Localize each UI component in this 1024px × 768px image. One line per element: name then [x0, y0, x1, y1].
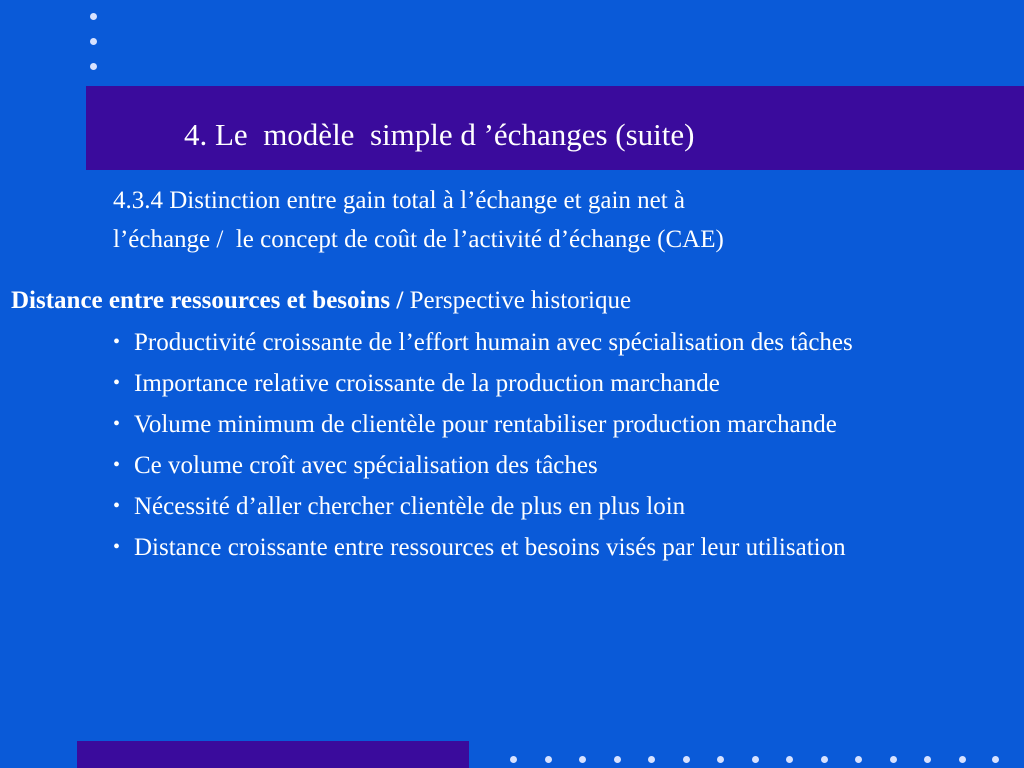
bullet-item — [113, 404, 993, 445]
bullet-icon: • — [113, 536, 121, 558]
decorative-dot — [752, 756, 759, 763]
decorative-dot — [717, 756, 724, 763]
decorative-dot — [890, 756, 897, 763]
bullet-item — [113, 363, 993, 404]
bullet-icon: • — [113, 495, 121, 517]
bullet-item — [113, 486, 993, 527]
bullet-icon: • — [113, 413, 121, 435]
bullet-item — [113, 445, 993, 486]
decorative-dot — [821, 756, 828, 763]
decorative-dot — [90, 63, 97, 70]
bullet-item — [113, 322, 993, 363]
slide-subtitle — [113, 181, 973, 259]
decorative-dot — [510, 756, 517, 763]
bullet-text: Distance croissante entre ressources et besoins visés par leur utilisation — [134, 534, 846, 561]
decorative-dot — [545, 756, 552, 763]
decorative-dot — [648, 756, 655, 763]
bullet-item — [113, 527, 993, 568]
decorative-dot — [683, 756, 690, 763]
decorative-dot — [90, 13, 97, 20]
bullet-text: Volume minimum de clientèle pour rentabiliser production marchande — [134, 411, 837, 438]
section-heading-bold: Distance entre ressources et besoins / — [11, 287, 404, 314]
decorative-dot — [90, 38, 97, 45]
bullet-list — [113, 322, 993, 568]
subtitle-line: 4.3.4 Distinction entre gain total à l’échange et gain net à — [113, 187, 686, 214]
bullet-icon: • — [113, 331, 121, 353]
subtitle-line: l’échange / le concept de coût de l’activité d’échange (CAE) — [113, 226, 724, 253]
decorative-dot — [959, 756, 966, 763]
decorative-dot — [855, 756, 862, 763]
bullet-icon: • — [113, 372, 121, 394]
bullet-icon: • — [113, 454, 121, 476]
bullet-text: Importance relative croissante de la production marchande — [134, 370, 720, 397]
decorative-dot — [992, 756, 999, 763]
slide-title: 4. Le modèle simple d ’échanges (suite) — [184, 117, 695, 152]
bullet-text: Productivité croissante de l’effort humain avec spécialisation des tâches — [134, 329, 853, 356]
decorative-dot — [924, 756, 931, 763]
bottom-band — [77, 741, 469, 768]
decorative-dot — [614, 756, 621, 763]
bullet-text: Nécessité d’aller chercher clientèle de plus en plus loin — [134, 493, 686, 520]
section-heading-regular: Perspective historique — [403, 287, 632, 314]
decorative-dot — [579, 756, 586, 763]
decorative-dot — [786, 756, 793, 763]
section-heading — [11, 283, 631, 318]
bullet-text: Ce volume croît avec spécialisation des tâches — [134, 452, 598, 479]
